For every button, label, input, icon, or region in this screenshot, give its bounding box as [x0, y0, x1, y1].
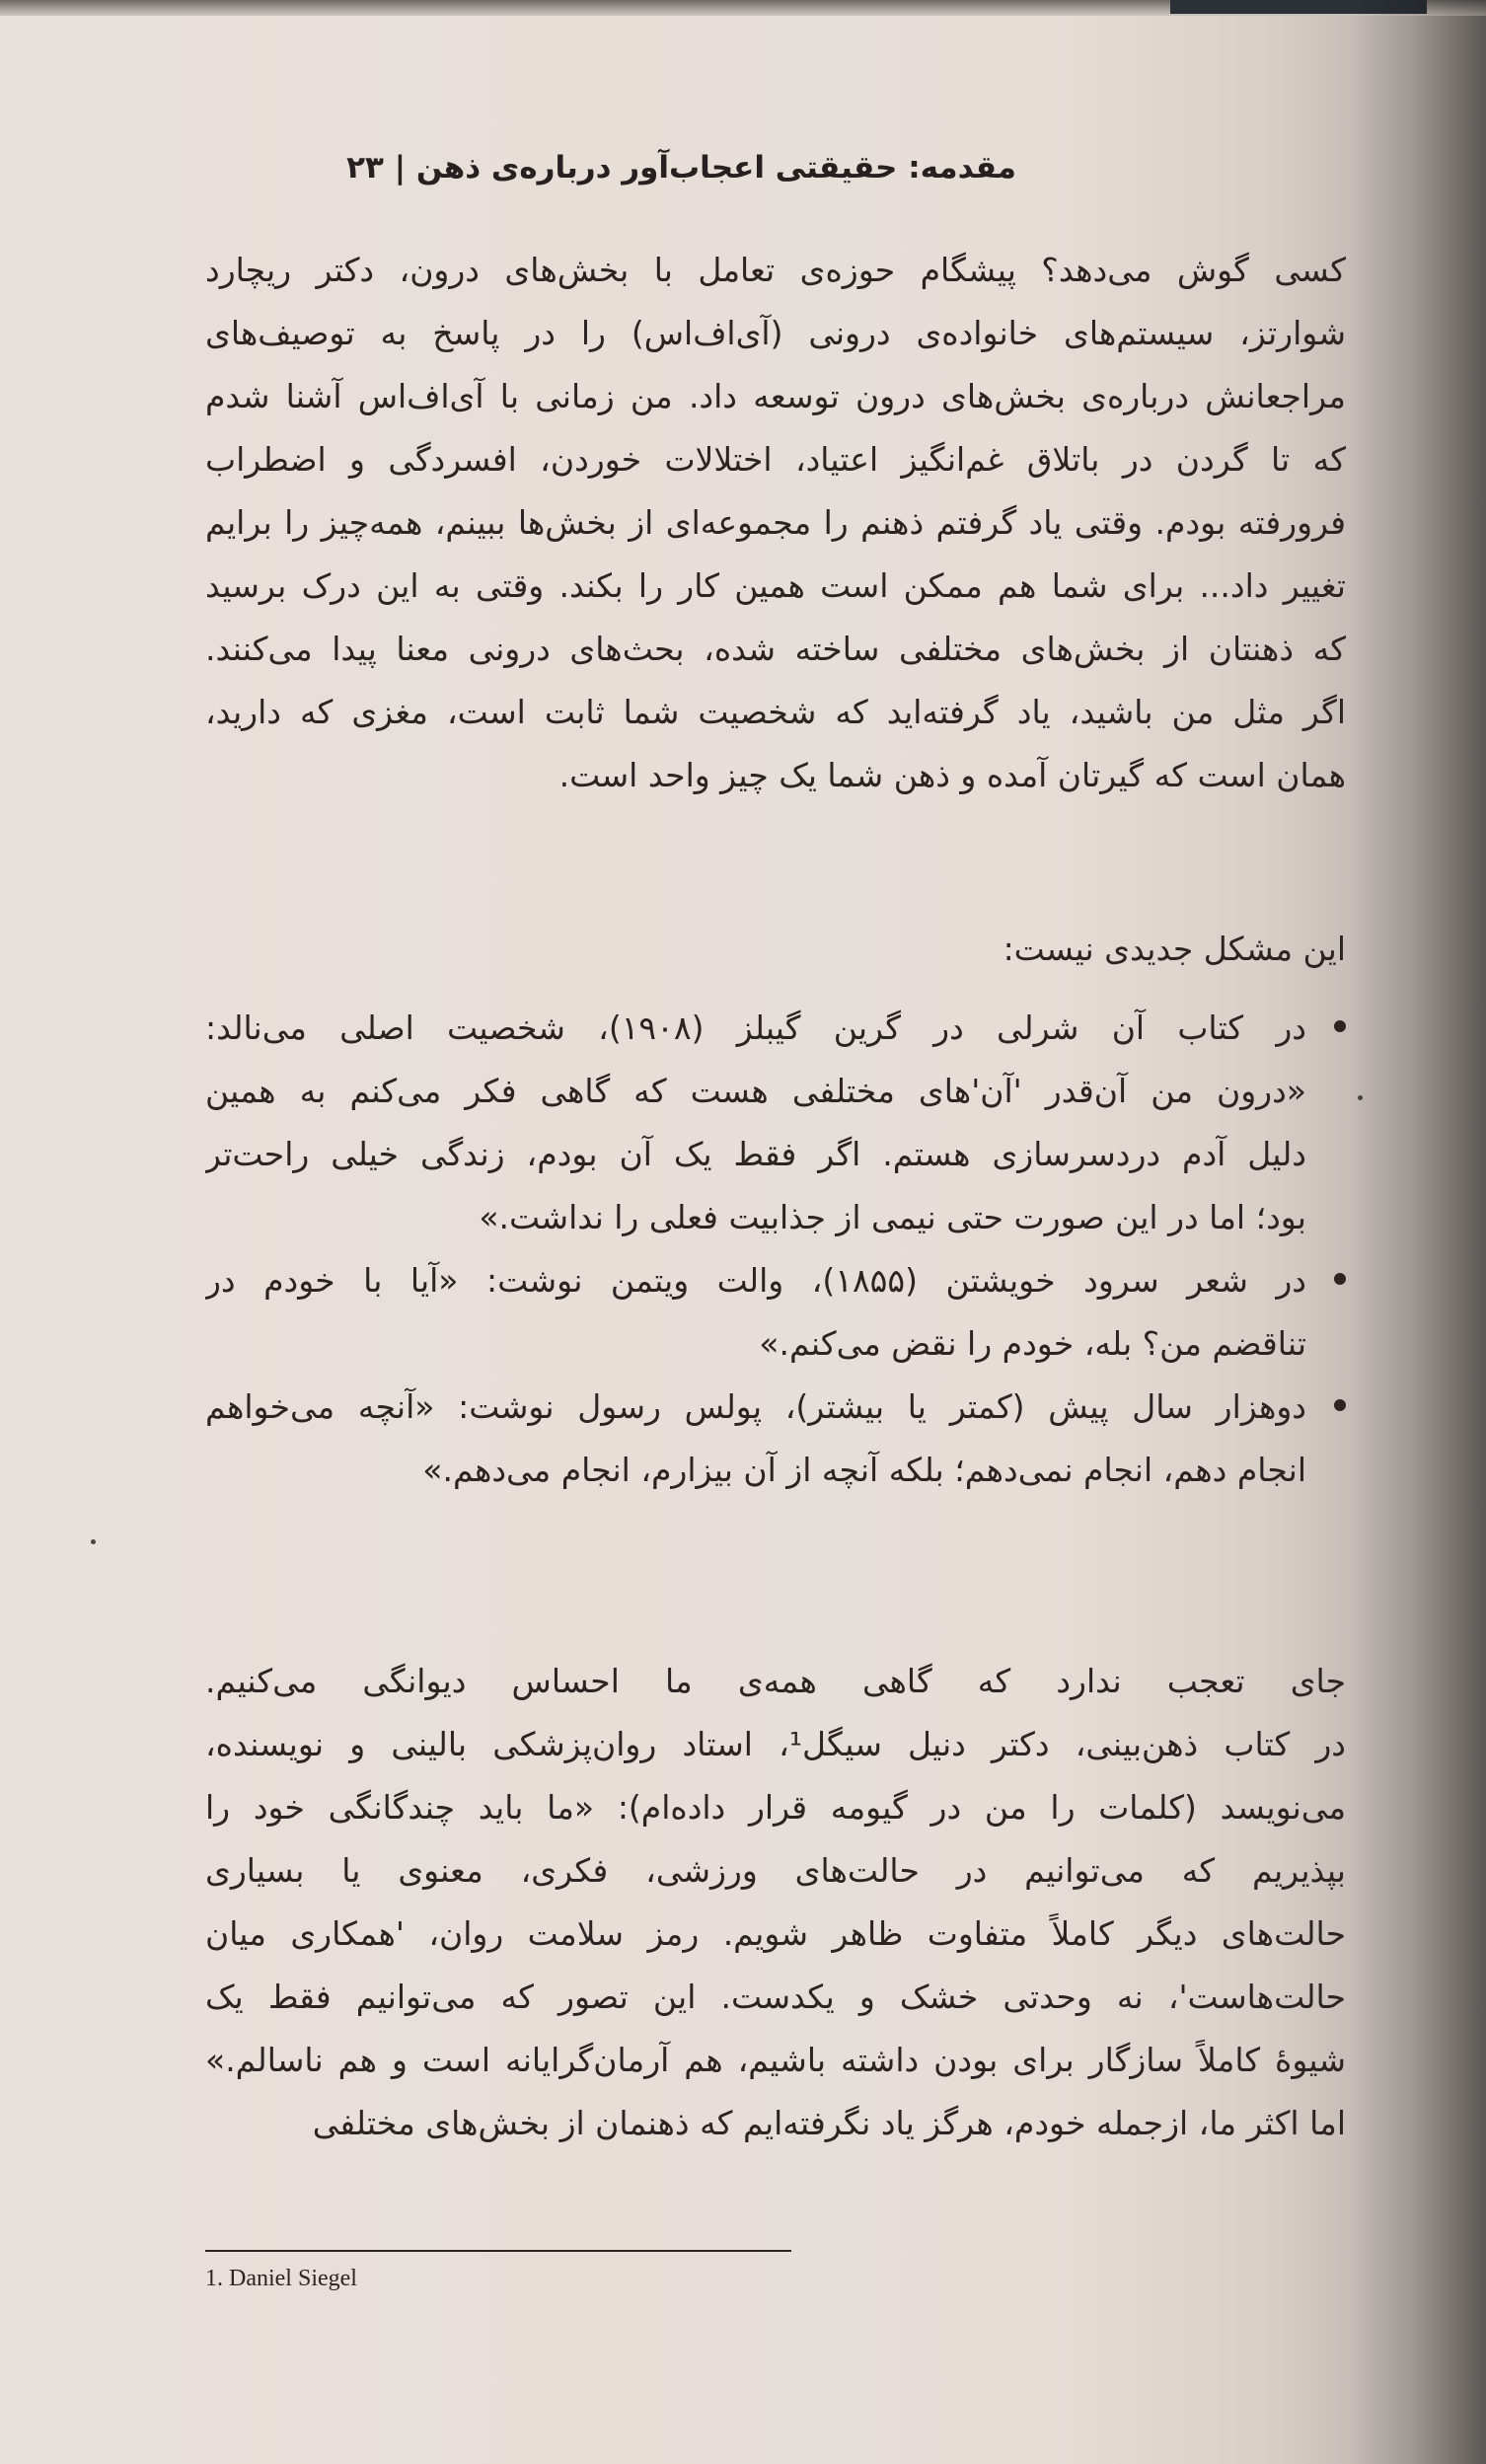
text-line: فرورفته بودم. وقتی یاد گرفتم ذهنم را مجموعه‌ای از بخش‌ها ببینم، همه‌چیز را برایم — [205, 503, 1346, 542]
bullet-icon — [1334, 1399, 1346, 1411]
text-line: همان است که گیرتان آمده و ذهن شما یک چیز واحد است. — [558, 756, 1346, 794]
text-line: تغییر داد... برای شما هم ممکن است همین کار را بکند. وقتی به این درک برسید — [205, 566, 1346, 605]
speck — [91, 1539, 96, 1544]
text-line: حالت‌های دیگر کاملاً متفاوت ظاهر شویم. رمز سلامت روان، 'همکاری میان — [205, 1914, 1346, 1953]
text-line: اگر مثل من باشید، یاد گرفته‌اید که شخصیت شما ثابت است، مغزی که دارید، — [205, 693, 1346, 731]
text-line: شیوهٔ کاملاً سازگار برای بودن داشته باشیم، هم آرمان‌گرایانه است و هم ناسالم.» — [205, 2041, 1346, 2079]
text-line: حالت‌هاست'، نه وحدتی خشک و یکدست. این تصور که می‌توانیم فقط یک — [205, 1978, 1346, 2016]
text-line: دلیل آدم دردسرسازی هستم. اگر فقط یک آن بودم، زندگی خیلی راحت‌تر — [205, 1135, 1306, 1173]
text-line: بود؛ اما در این صورت حتی نیمی از جذابیت فعلی را نداشت.» — [479, 1198, 1306, 1236]
text-line: این مشکل جدیدی نیست: — [1003, 930, 1346, 968]
footnote: 1. Daniel Siegel — [205, 2266, 357, 2291]
text-line: شوارتز، سیستم‌های خانواده‌ی درونی (آی‌اف‌اس) را در پاسخ به توصیف‌های — [205, 314, 1346, 352]
paragraph-2 — [205, 918, 1346, 981]
running-header: مقدمه: حقیقتی اعجاب‌آور درباره‌ی ذهن | ۲۳ — [346, 150, 1016, 186]
bullet-icon — [1334, 1273, 1346, 1285]
text-line: در کتاب ذهن‌بینی، دکتر دنیل سیگل¹، استاد روان‌پزشکی بالینی و نویسنده، — [205, 1725, 1346, 1763]
text-line: اما اکثر ما، ازجمله خودم، هرگز یاد نگرفته‌ایم که ذهنمان از بخش‌های مختلفی — [312, 2104, 1346, 2142]
text-line: کسی گوش می‌دهد؟ پیشگام حوزه‌ی تعامل با بخش‌های درون، دکتر ریچارد — [205, 251, 1346, 289]
list-item — [205, 997, 1346, 1249]
text-line: بپذیریم که می‌توانیم در حالت‌های ورزشی، فکری، معنوی یا بسیاری — [205, 1851, 1346, 1890]
text-line: تناقضم من؟ بله، خودم را نقض می‌کنم.» — [759, 1324, 1306, 1363]
quote-list — [205, 997, 1346, 1502]
footnote-rule — [205, 2250, 791, 2252]
text-line: انجام دهم، انجام نمی‌دهم؛ بلکه آنچه از آن بیزارم، انجام می‌دهم.» — [422, 1451, 1306, 1489]
bullet-icon — [1334, 1020, 1346, 1032]
text-line: می‌نویسد (کلمات را من در گیومه قرار داده‌ام): «ما باید چندگانگی خود را — [205, 1788, 1346, 1827]
text-line: در شعر سرود خویشتن (۱۸۵۵)، والت ویتمن نوشت: «آیا با خودم در — [205, 1261, 1306, 1300]
text-line: که ذهنتان از بخش‌های مختلفی ساخته شده، بحث‌های درونی معنا پیدا می‌کنند. — [205, 630, 1346, 668]
list-item — [205, 1376, 1346, 1502]
text-line: دوهزار سال پیش (کمتر یا بیشتر)، پولس رسول نوشت: «آنچه می‌خواهم — [205, 1387, 1306, 1426]
paragraph-1 — [205, 239, 1346, 807]
text-line: که تا گردن در باتلاق غم‌انگیز اعتیاد، اختلالات خوردن، افسردگی و اضطراب — [205, 440, 1346, 479]
text-line: «درون من آن‌قدر 'آن'های مختلفی هست که گاهی فکر می‌کنم به همین — [205, 1072, 1306, 1110]
text-line: جای تعجب ندارد که گاهی همه‌ی ما احساس دیوانگی می‌کنیم. — [205, 1662, 1346, 1700]
list-item — [205, 1249, 1346, 1376]
text-line: مراجعانش درباره‌ی بخش‌های درون توسعه داد. من زمانی با آی‌اف‌اس آشنا شدم — [205, 377, 1346, 415]
paragraph-3 — [205, 1650, 1346, 2155]
binding-shadow — [1348, 0, 1486, 2464]
text-line: در کتاب آن شرلی در گرین گیبلز (۱۹۰۸)، شخصیت اصلی می‌نالد: — [205, 1008, 1306, 1047]
